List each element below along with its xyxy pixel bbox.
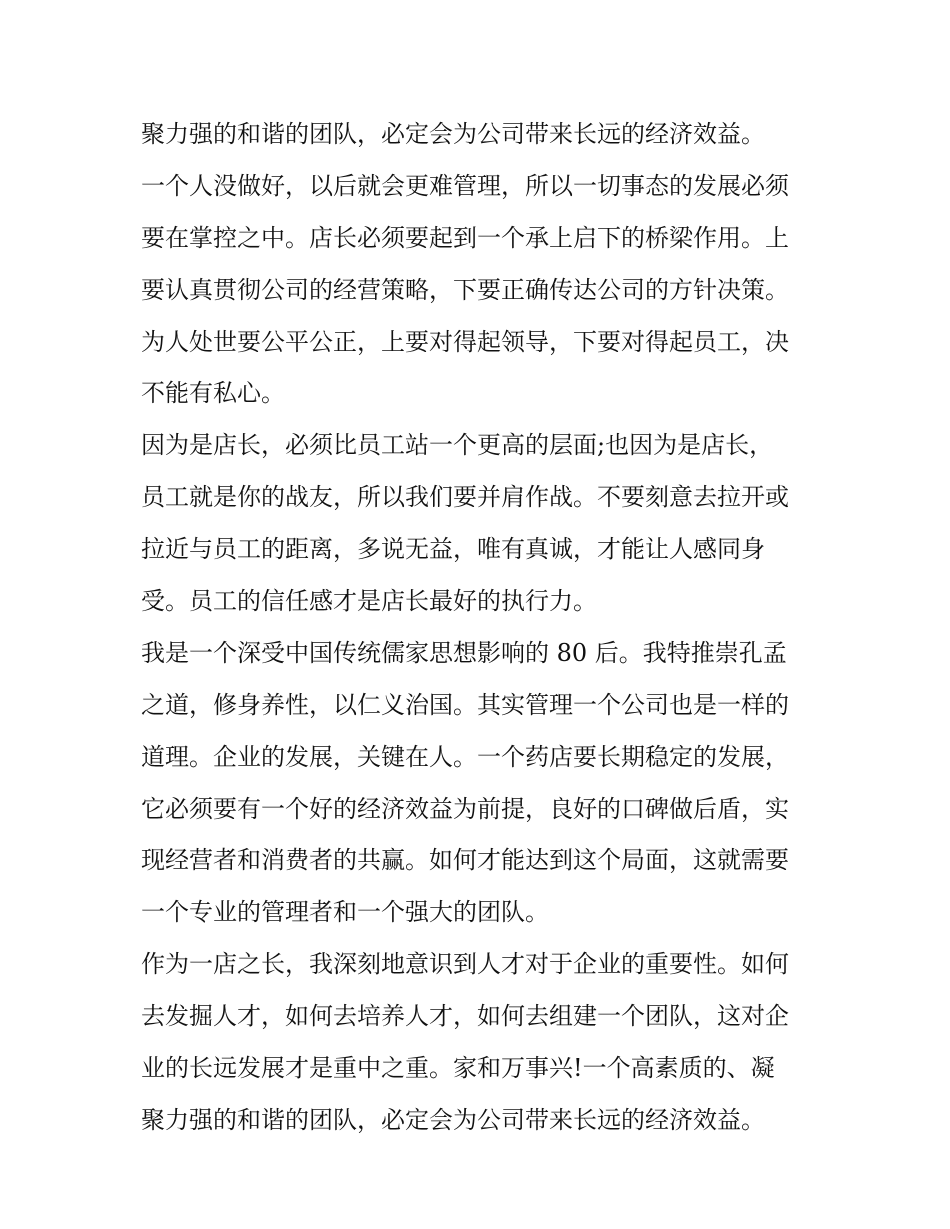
text-line: 一个人没做好，以后就会更难管理，所以一切事态的发展必须	[141, 171, 789, 200]
text-line: 要认真贯彻公司的经营策略，下要正确传达公司的方针决策。	[141, 275, 789, 304]
text-line: 不能有私心。	[141, 379, 285, 408]
text-line: 聚力强的和谐的团队，必定会为公司带来长远的经济效益。	[141, 1105, 765, 1134]
text-line: 它必须要有一个好的经济效益为前提，良好的口碑做后盾，实	[141, 794, 789, 823]
text-line: 要在掌控之中。店长必须要起到一个承上启下的桥梁作用。上	[141, 223, 789, 252]
text-line: 之道，修身养性，以仁义治国。其实管理一个公司也是一样的	[141, 690, 789, 719]
text-line: 道理。企业的发展，关键在人。一个药店要长期稳定的发展，	[141, 742, 789, 771]
text-line: 受。员工的信任感才是店长最好的执行力。	[141, 587, 597, 616]
text-line: 一个专业的管理者和一个强大的团队。	[141, 898, 549, 927]
text-line: 聚力强的和谐的团队，必定会为公司带来长远的经济效益。	[141, 120, 765, 148]
body-text	[141, 109, 821, 1147]
text-line: 员工就是你的战友，所以我们要并肩作战。不要刻意去拉开或	[141, 483, 789, 512]
text-line: 我是一个深受中国传统儒家思想影响的 80 后。我特推崇孔孟	[141, 638, 787, 667]
text-line: 去发掘人才，如何去培养人才，如何去组建一个团队，这对企	[141, 1002, 789, 1031]
text-line: 为人处世要公平公正，上要对得起领导，下要对得起员工，决	[141, 327, 789, 356]
text-line: 作为一店之长，我深刻地意识到人才对于企业的重要性。如何	[141, 950, 789, 979]
text-line: 拉近与员工的距离，多说无益，唯有真诚，才能让人感同身	[141, 535, 765, 564]
text-line: 因为是店长，必须比员工站一个更高的层面;也因为是店长，	[141, 431, 774, 460]
text-line: 现经营者和消费者的共赢。如何才能达到这个局面，这就需要	[141, 846, 789, 875]
text-line: 业的长远发展才是重中之重。家和万事兴!一个高素质的、凝	[141, 1054, 775, 1083]
